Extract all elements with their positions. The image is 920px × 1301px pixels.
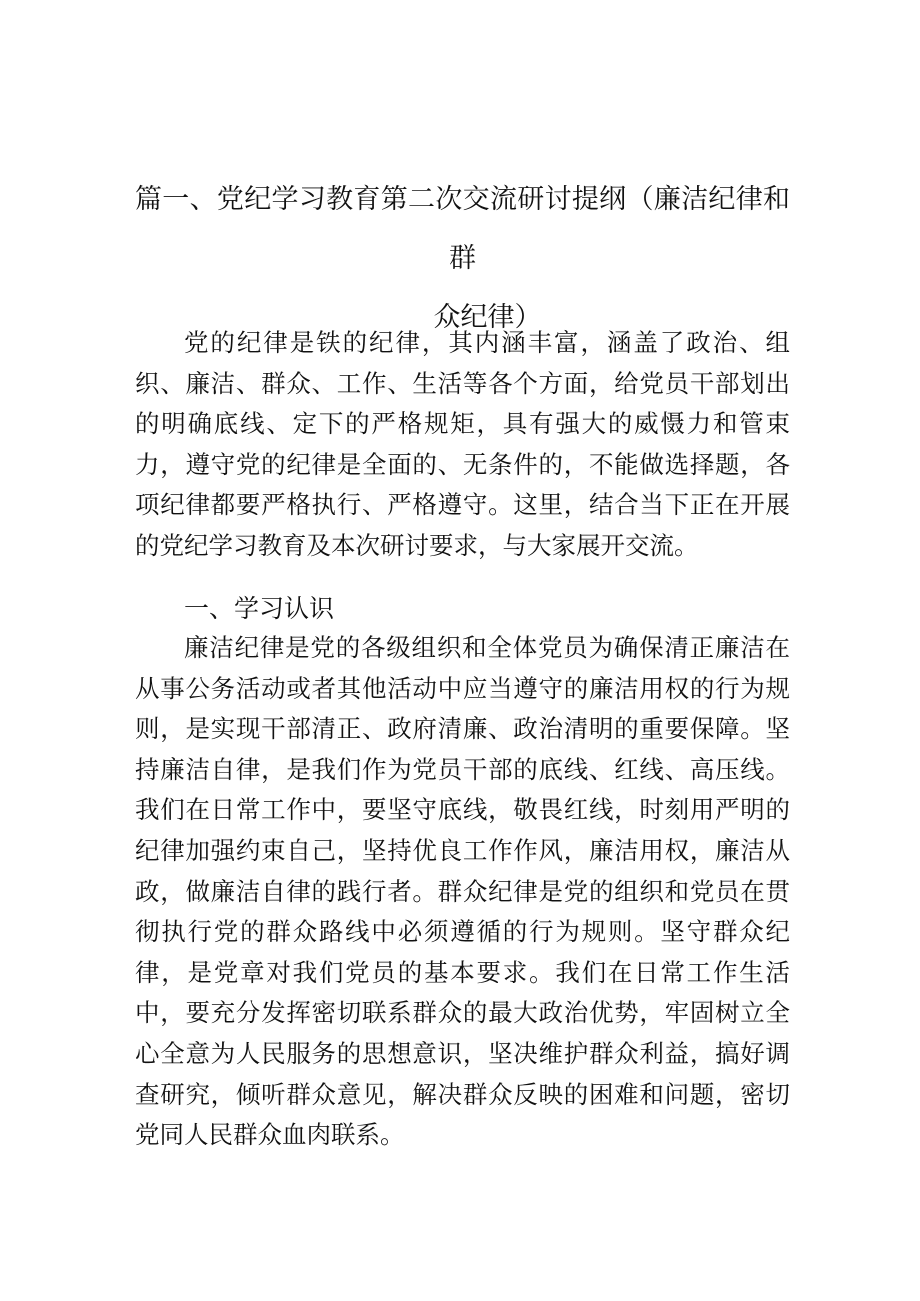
- title-line-1: 篇一、党纪学习教育第二次交流研讨提纲（廉洁纪律和群: [135, 184, 790, 274]
- intro-paragraph: 党的纪律是铁的纪律，其内涵丰富，涵盖了政治、组织、廉洁、群众、工作、生活等各个方面，给党员干部划出的明确底线、定下的严格规矩，具有强大的威慑力和管束力，遵守党的纪律是全面的、无条件的，不能做选择题，各项纪律都要严格执行、严格遵守。这里，结合当下正在开展的党纪学习教育及本次研讨要求，与大家展开交流。: [135, 328, 790, 560]
- title-line-2: 众纪律）: [433, 302, 542, 333]
- section-heading-study: 一、学习认识: [184, 594, 335, 623]
- document-title: [135, 170, 790, 347]
- section-paragraph-study: 廉洁纪律是党的各级组织和全体党员为确保清正廉洁在从事公务活动或者其他活动中应当遵守的廉洁用权的行为规则，是实现干部清正、政府清廉、政治清明的重要保障。坚持廉洁自律，是我们作为党员干部的底线、红线、高压线。我们在日常工作中，要坚守底线，敬畏红线，时刻用严明的纪律加强约束自己，坚持优良工作作风，廉洁用权，廉洁从政，做廉洁自律的践行者。群众纪律是党的组织和党员在贯彻执行党的群众路线中必须遵循的行为规则。坚守群众纪律，是党章对我们党员的基本要求。我们在日常工作生活中，要充分发挥密切联系群众的最大政治优势，牢固树立全心全意为人民服务的思想意识，坚决维护群众利益，搞好调查研究，倾听群众意见，解决群众反映的困难和问题，密切党同人民群众血肉联系。: [135, 633, 790, 1150]
